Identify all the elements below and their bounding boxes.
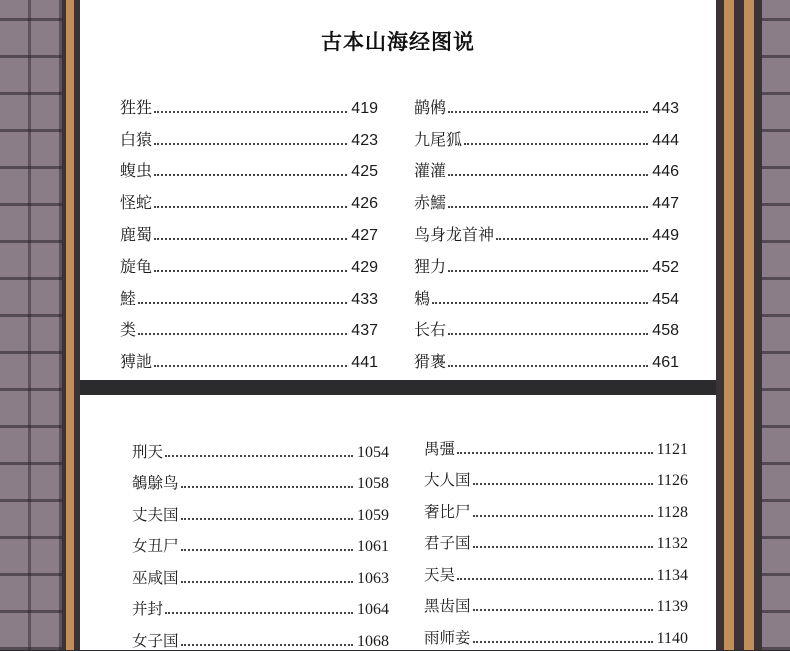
brick-wall-right [762, 0, 790, 650]
entry-name: 女子国 [132, 631, 179, 650]
entry-name: 奢比尸 [424, 502, 471, 521]
leader-dots [181, 644, 353, 646]
entry-page: 444 [652, 131, 679, 149]
leader-dots [432, 302, 648, 304]
entry-name: 赤鱬 [414, 193, 447, 213]
leader-dots [165, 612, 353, 614]
entry-page: 452 [652, 258, 679, 276]
leader-dots [448, 333, 648, 335]
toc-entry[interactable] [120, 181, 378, 213]
entry-name: 鵸鵌鸟 [132, 474, 179, 492]
toc-entry[interactable] [120, 150, 378, 182]
leader-dots [138, 302, 347, 304]
toc-entry[interactable] [424, 490, 688, 522]
entry-name: 并封 [132, 600, 164, 618]
entry-page: 426 [351, 195, 378, 213]
toc-column-left [120, 86, 378, 372]
toc-entry[interactable] [424, 616, 688, 648]
entry-page: 423 [351, 131, 378, 149]
entry-name: 天吴 [424, 565, 456, 584]
entry-page: 1132 [656, 535, 688, 552]
entry-name: 丈夫国 [132, 505, 179, 524]
leader-dots [154, 111, 347, 113]
entry-page: 1139 [656, 598, 688, 615]
leader-dots [448, 206, 648, 208]
toc-entry[interactable] [424, 427, 688, 459]
toc-entry[interactable] [132, 493, 389, 525]
entry-name: 大人国 [424, 471, 471, 489]
entry-page: 1058 [357, 475, 389, 492]
leader-dots [473, 609, 653, 611]
entry-name: 白猿 [120, 129, 153, 149]
frame-stripe [754, 0, 762, 650]
toc-column-left [132, 430, 389, 651]
brick-wall-left [0, 0, 62, 650]
leader-dots [464, 143, 648, 145]
entry-name: 类 [120, 320, 137, 340]
entry-name: 雨师妾 [424, 628, 471, 647]
entry-name: 鯥 [120, 288, 137, 308]
toc-entry[interactable] [132, 588, 389, 620]
entry-page: 447 [652, 195, 679, 213]
toc-entry[interactable] [132, 525, 389, 557]
entry-page: 461 [652, 354, 679, 372]
frame-stripe [734, 0, 744, 650]
leader-dots [154, 206, 347, 208]
entry-page: 1068 [357, 632, 389, 650]
entry-name: 黑齿国 [424, 597, 471, 615]
entry-name: 女丑尸 [132, 537, 179, 555]
toc-entry[interactable] [132, 462, 389, 494]
leader-dots [154, 270, 347, 272]
toc-entry[interactable] [120, 309, 378, 341]
entry-page: 1061 [357, 538, 389, 555]
entry-page: 427 [351, 226, 378, 244]
entry-name: 鹋鸺 [414, 97, 447, 117]
entry-page: 1063 [357, 569, 389, 587]
toc-entry[interactable] [132, 556, 389, 588]
leader-dots [181, 549, 353, 551]
toc-entry[interactable] [414, 213, 679, 245]
entry-page: 454 [652, 290, 679, 308]
entry-name: 旋龟 [120, 256, 153, 276]
toc-column-right [424, 427, 688, 648]
toc-entry[interactable] [132, 619, 389, 651]
toc-page-bottom [80, 395, 716, 650]
entry-page: 419 [351, 99, 378, 117]
leader-dots [181, 518, 353, 520]
entry-name: 鴸 [414, 288, 431, 308]
entry-name: 长右 [414, 320, 447, 340]
frame-stripe [744, 0, 754, 650]
entry-name: 灌灌 [414, 161, 447, 181]
entry-page: 458 [652, 322, 679, 340]
entry-page: 429 [351, 258, 378, 276]
entry-page: 1059 [357, 506, 389, 524]
toc-entry[interactable] [414, 245, 679, 277]
entry-page: 441 [351, 354, 378, 372]
entry-name: 禺彊 [424, 439, 456, 458]
leader-dots [448, 270, 648, 272]
toc-entry[interactable] [424, 522, 688, 554]
entry-page: 1121 [656, 440, 688, 458]
leader-dots [448, 174, 648, 176]
entry-page: 437 [351, 322, 378, 340]
toc-entry[interactable] [414, 118, 679, 150]
toc-column-right [414, 86, 679, 372]
entry-name: 九尾狐 [414, 129, 463, 149]
toc-entry[interactable] [120, 340, 378, 372]
leader-dots [473, 641, 653, 643]
entry-name: 鹿蜀 [120, 224, 153, 244]
toc-entry[interactable] [414, 340, 679, 372]
leader-dots [496, 238, 648, 240]
toc-entry[interactable] [414, 309, 679, 341]
toc-entry[interactable] [120, 277, 378, 309]
entry-page: 1054 [357, 443, 389, 461]
leader-dots [154, 143, 347, 145]
leader-dots [448, 111, 648, 113]
leader-dots [181, 581, 353, 583]
entry-name: 君子国 [424, 534, 471, 552]
leader-dots [473, 483, 653, 485]
toc-entry[interactable] [424, 585, 688, 617]
frame-stripe [66, 0, 74, 650]
toc-entry[interactable] [414, 181, 679, 213]
entry-page: 449 [652, 226, 679, 244]
toc-entry[interactable] [414, 277, 679, 309]
entry-name: 蝮虫 [120, 161, 153, 181]
entry-name: 怪蛇 [120, 193, 153, 213]
frame-stripe [716, 0, 724, 650]
toc-entry[interactable] [414, 86, 679, 118]
toc-entry[interactable] [120, 213, 378, 245]
toc-entry[interactable] [120, 118, 378, 150]
toc-entry[interactable] [424, 459, 688, 491]
entry-page: 433 [351, 290, 378, 308]
leader-dots [138, 333, 347, 335]
toc-entry[interactable] [414, 150, 679, 182]
entry-page: 1126 [656, 472, 688, 489]
entry-name: 巫咸国 [132, 568, 179, 587]
entry-page: 1134 [656, 566, 688, 584]
toc-page-top [80, 0, 716, 380]
entry-name: 猾褢 [414, 352, 447, 372]
entry-page: 1140 [656, 629, 688, 647]
leader-dots [473, 546, 653, 548]
leader-dots [154, 365, 347, 367]
entry-page: 1128 [656, 503, 688, 521]
leader-dots [181, 486, 353, 488]
toc-entry[interactable] [132, 430, 389, 462]
leader-dots [448, 365, 648, 367]
entry-page: 1064 [357, 601, 389, 618]
entry-name: 猼訑 [120, 352, 153, 372]
entry-name: 狌狌 [120, 97, 153, 117]
leader-dots [457, 452, 653, 454]
leader-dots [154, 174, 347, 176]
entry-page: 425 [351, 163, 378, 181]
entry-name: 狸力 [414, 256, 447, 276]
frame-stripe [724, 0, 734, 650]
toc-entry[interactable] [120, 86, 378, 118]
entry-name: 鸟身龙首神 [414, 224, 495, 244]
leader-dots [473, 515, 653, 517]
toc-entry[interactable] [424, 553, 688, 585]
book-title: 古本山海经图说 [321, 29, 475, 54]
toc-entry[interactable] [120, 245, 378, 277]
entry-page: 446 [652, 163, 679, 181]
entry-page: 443 [652, 99, 679, 117]
leader-dots [457, 578, 653, 580]
leader-dots [165, 455, 353, 457]
entry-name: 刑天 [132, 442, 164, 461]
leader-dots [154, 238, 347, 240]
